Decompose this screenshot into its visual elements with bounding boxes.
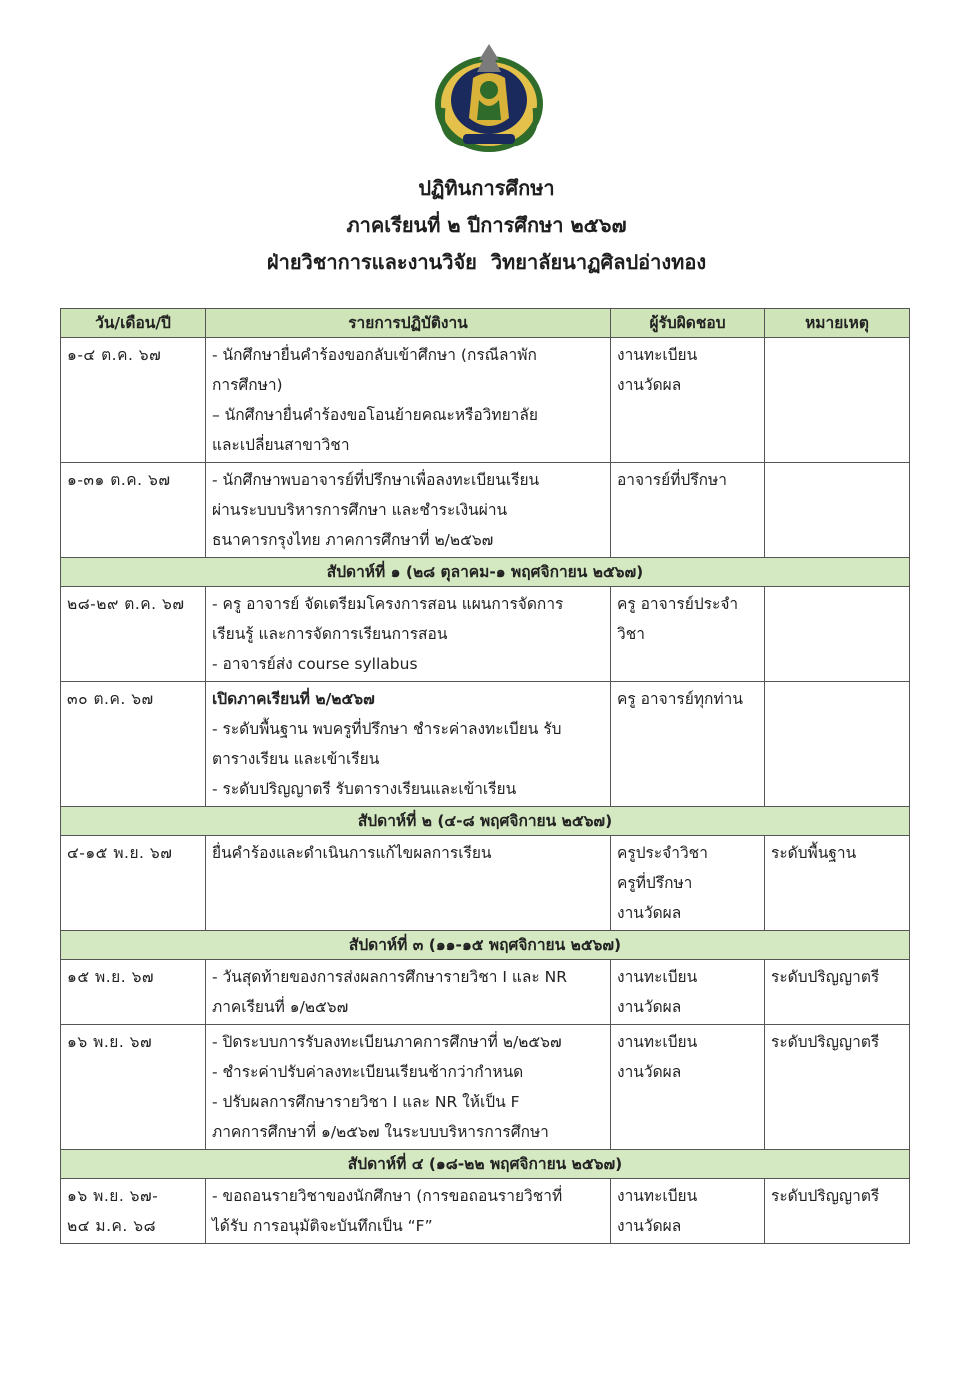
university-emblem-icon	[429, 38, 549, 156]
table-row	[61, 682, 910, 807]
owner-cell	[611, 338, 765, 463]
tasks-line: ภาคเรียนที่ ๑/๒๕๖๗	[212, 998, 349, 1016]
date-cell	[61, 836, 206, 931]
note-line: ระดับปริญญาตรี	[771, 1187, 880, 1205]
date-line: ๑๖ พ.ย. ๖๗	[67, 1033, 153, 1051]
tasks-cell	[206, 682, 611, 807]
tasks-line: ตารางเรียน และเข้าเรียน	[212, 750, 380, 768]
table-header-row	[61, 309, 910, 338]
owner-line: งานวัดผล	[617, 1217, 682, 1235]
header-date: วัน/เดือน/ปี	[61, 309, 206, 338]
note-line: ระดับปริญญาตรี	[771, 968, 880, 986]
date-cell	[61, 587, 206, 682]
owner-cell	[611, 1179, 765, 1244]
document-title	[0, 170, 973, 281]
note-cell	[765, 587, 910, 682]
note-cell	[765, 338, 910, 463]
title-line-1: ปฏิทินการศึกษา	[418, 176, 555, 200]
header-owner: ผู้รับผิดชอบ	[611, 309, 765, 338]
tasks-line: ภาคการศึกษาที่ ๑/๒๕๖๗ ในระบบบริหารการศึกษา	[212, 1123, 549, 1141]
table-body	[61, 338, 910, 1244]
tasks-line: - ชำระค่าปรับค่าลงทะเบียนเรียนช้ากว่ากำหนด	[212, 1063, 524, 1081]
date-cell	[61, 463, 206, 558]
week-label: สัปดาห์ที่ ๒ (๔-๘ พฤศจิกายน ๒๕๖๗)	[61, 807, 910, 836]
owner-cell	[611, 682, 765, 807]
tasks-cell	[206, 463, 611, 558]
owner-line: งานทะเบียน	[617, 1033, 698, 1051]
date-cell	[61, 338, 206, 463]
tasks-cell	[206, 836, 611, 931]
header-note: หมายเหตุ	[765, 309, 910, 338]
date-line: ๑๕ พ.ย. ๖๗	[67, 968, 155, 986]
tasks-line: - ระดับพื้นฐาน พบครูที่ปรึกษา ชำระค่าลงทะเบียน รับ	[212, 720, 562, 738]
date-cell	[61, 1025, 206, 1150]
owner-line: อาจารย์ที่ปรึกษา	[617, 471, 727, 489]
table-row	[61, 1179, 910, 1244]
table-row	[61, 587, 910, 682]
owner-cell	[611, 587, 765, 682]
tasks-line: - ปรับผลการศึกษารายวิชา I และ NR ให้เป็น F	[212, 1093, 520, 1111]
note-cell	[765, 682, 910, 807]
tasks-line: - ครู อาจารย์ จัดเตรียมโครงการสอน แผนการจัดการ	[212, 595, 564, 613]
date-cell	[61, 682, 206, 807]
owner-line: งานทะเบียน	[617, 968, 698, 986]
week-divider-row	[61, 558, 910, 587]
date-cell	[61, 960, 206, 1025]
tasks-line: ผ่านระบบบริหารการศึกษา และชำระเงินผ่าน	[212, 501, 508, 519]
note-line: ระดับปริญญาตรี	[771, 1033, 880, 1051]
tasks-cell	[206, 1025, 611, 1150]
date-line: ๔-๑๕ พ.ย. ๖๗	[67, 844, 173, 862]
note-cell	[765, 1179, 910, 1244]
note-cell	[765, 1025, 910, 1150]
date-cell	[61, 1179, 206, 1244]
owner-cell	[611, 1025, 765, 1150]
week-divider-row	[61, 1150, 910, 1179]
owner-line: งานทะเบียน	[617, 1187, 698, 1205]
note-line: ระดับพื้นฐาน	[771, 844, 857, 862]
table-row	[61, 960, 910, 1025]
tasks-line: การศึกษา)	[212, 376, 283, 394]
owner-line: ครูที่ปรึกษา	[617, 874, 693, 892]
date-line: ๓๐ ต.ค. ๖๗	[67, 690, 154, 708]
week-label: สัปดาห์ที่ ๓ (๑๑-๑๕ พฤศจิกายน ๒๕๖๗)	[61, 931, 910, 960]
university-logo	[429, 38, 549, 156]
tasks-cell	[206, 338, 611, 463]
title-line-3: ฝ่ายวิชาการและงานวิจัย วิทยาลัยนาฏศิลปอ่างทอง	[266, 250, 707, 274]
tasks-line: - วันสุดท้ายของการส่งผลการศึกษารายวิชา I และ NR	[212, 968, 567, 986]
note-cell	[765, 960, 910, 1025]
date-line: ๑-๓๑ ต.ค. ๖๗	[67, 471, 171, 489]
tasks-line: และเปลี่ยนสาขาวิชา	[212, 436, 350, 454]
owner-line: ครู อาจารย์ประจำ	[617, 595, 739, 613]
note-cell	[765, 836, 910, 931]
owner-line: วิชา	[617, 625, 645, 643]
date-line: ๒๘-๒๙ ต.ค. ๖๗	[67, 595, 185, 613]
tasks-line: ได้รับ การอนุมัติจะบันทึกเป็น “F”	[212, 1217, 433, 1235]
owner-line: งานทะเบียน	[617, 346, 698, 364]
tasks-cell	[206, 587, 611, 682]
table-row	[61, 338, 910, 463]
owner-line: ครู อาจารย์ทุกท่าน	[617, 690, 743, 708]
tasks-line: เรียนรู้ และการจัดการเรียนการสอน	[212, 625, 448, 643]
owner-line: งานวัดผล	[617, 998, 682, 1016]
tasks-line: – นักศึกษายื่นคำร้องขอโอนย้ายคณะหรือวิทยาลัย	[212, 406, 538, 424]
date-line: ๒๔ ม.ค. ๖๘	[67, 1217, 157, 1235]
tasks-line: - นักศึกษาพบอาจารย์ที่ปรึกษาเพื่อลงทะเบียนเรียน	[212, 471, 540, 489]
owner-cell	[611, 960, 765, 1025]
tasks-line: - นักศึกษายื่นคำร้องขอกลับเข้าศึกษา (กรณีลาพัก	[212, 346, 537, 364]
tasks-line: ยื่นคำร้องและดำเนินการแก้ไขผลการเรียน	[212, 844, 492, 862]
header-tasks: รายการปฏิบัติงาน	[206, 309, 611, 338]
date-line: ๑๖ พ.ย. ๖๗-	[67, 1187, 159, 1205]
table-row	[61, 1025, 910, 1150]
title-line-2: ภาคเรียนที่ ๒ ปีการศึกษา ๒๕๖๗	[346, 213, 627, 237]
week-divider-row	[61, 931, 910, 960]
tasks-cell	[206, 960, 611, 1025]
tasks-cell	[206, 1179, 611, 1244]
week-label: สัปดาห์ที่ ๔ (๑๘-๒๒ พฤศจิกายน ๒๕๖๗)	[61, 1150, 910, 1179]
tasks-line: - ขอถอนรายวิชาของนักศึกษา (การขอถอนรายวิชาที่	[212, 1187, 563, 1205]
note-cell	[765, 463, 910, 558]
tasks-line: - อาจารย์ส่ง course syllabus	[212, 655, 418, 673]
owner-line: ครูประจำวิชา	[617, 844, 708, 862]
date-line: ๑-๔ ต.ค. ๖๗	[67, 346, 162, 364]
task-heading: เปิดภาคเรียนที่ ๒/๒๕๖๗	[212, 690, 375, 708]
week-label: สัปดาห์ที่ ๑ (๒๘ ตุลาคม-๑ พฤศจิกายน ๒๕๖๗)	[61, 558, 910, 587]
tasks-line: - ระดับปริญญาตรี รับตารางเรียนและเข้าเรียน	[212, 780, 517, 798]
academic-calendar-table	[60, 308, 910, 1244]
table-row	[61, 463, 910, 558]
owner-cell	[611, 463, 765, 558]
owner-line: งานวัดผล	[617, 376, 682, 394]
tasks-line: - ปิดระบบการรับลงทะเบียนภาคการศึกษาที่ ๒/๒๕๖๗	[212, 1033, 562, 1051]
owner-line: งานวัดผล	[617, 904, 682, 922]
owner-line: งานวัดผล	[617, 1063, 682, 1081]
owner-cell	[611, 836, 765, 931]
tasks-line: ธนาคารกรุงไทย ภาคการศึกษาที่ ๒/๒๕๖๗	[212, 531, 494, 549]
week-divider-row	[61, 807, 910, 836]
table-row	[61, 836, 910, 931]
